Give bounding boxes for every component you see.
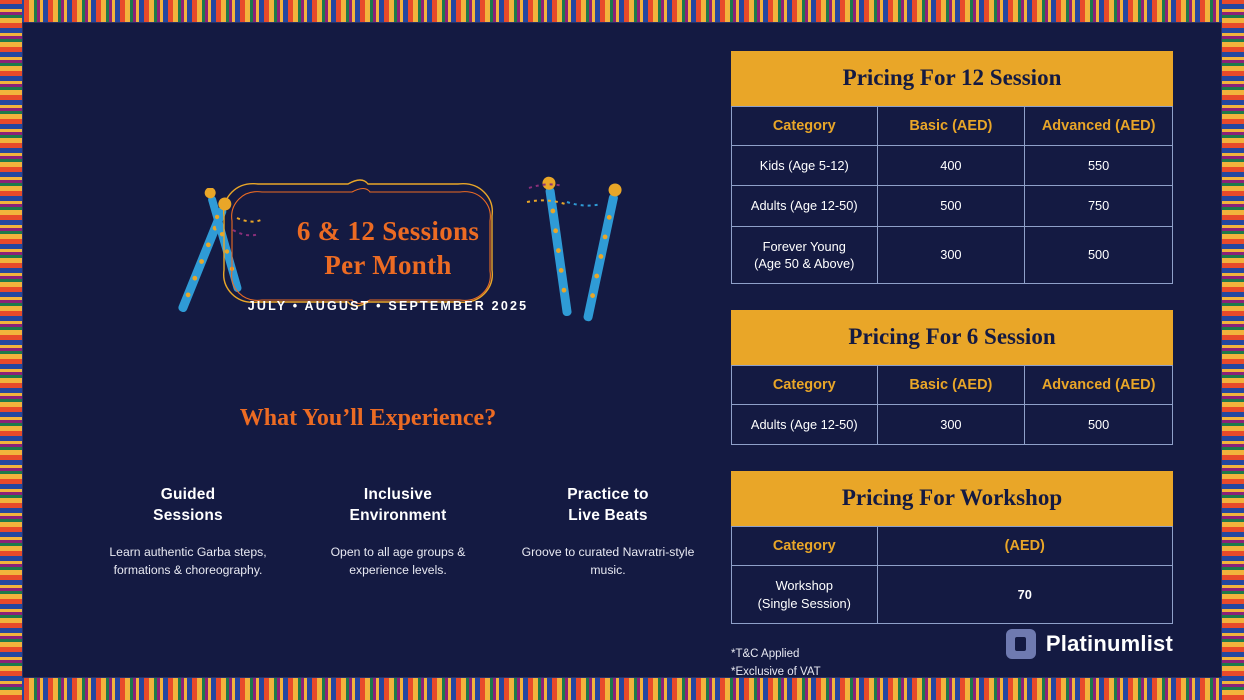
feature-title-line2: Live Beats — [568, 506, 648, 524]
feature-description: Open to all age groups & experience levels. — [330, 544, 466, 578]
cell-basic: 300 — [877, 405, 1025, 445]
cell-basic: 500 — [877, 186, 1025, 226]
cell-basic: 400 — [877, 146, 1025, 186]
pricing-table-workshop — [731, 471, 1173, 624]
table-row — [732, 226, 1173, 284]
feature-title-line1: Inclusive — [363, 486, 433, 503]
cell-category-line1: Forever Young — [762, 238, 846, 254]
footnote-tc: *T&C Applied — [731, 648, 800, 660]
poster-inner — [22, 22, 1222, 678]
feature-title-line2: Environment — [349, 506, 447, 524]
cell-price: 70 — [877, 566, 1172, 624]
feature-item — [518, 485, 698, 579]
feature-title-line1: Practice to — [567, 486, 649, 503]
column-header-category: Category — [732, 366, 878, 405]
cell-category: Adults (Age 12-50) — [732, 405, 878, 445]
hero-subtitle: JULY • AUGUST • SEPTEMBER 2025 — [247, 298, 529, 313]
pricing-table-heading: Pricing For 6 Session — [731, 310, 1173, 365]
cell-category: Adults (Age 12-50) — [732, 186, 878, 226]
footnote-vat: *Exclusive of VAT — [731, 666, 821, 678]
feature-item — [308, 485, 488, 579]
feature-list — [98, 485, 698, 579]
table-header-row — [732, 107, 1173, 146]
brand-name: Platinumlist — [1045, 631, 1173, 656]
feature-description: Groove to curated Navratri-style music. — [521, 544, 695, 578]
cell-advanced: 500 — [1025, 405, 1173, 445]
table-row — [732, 146, 1173, 186]
decorative-border-right — [1222, 0, 1244, 700]
pricing-table-heading: Pricing For 12 Session — [731, 51, 1173, 106]
feature-description: Learn authentic Garba steps, formations & choreography. — [109, 544, 267, 578]
hero-title-line2: Per Month — [324, 249, 452, 280]
decorative-border-left — [0, 0, 22, 700]
column-header-advanced: Advanced (AED) — [1025, 107, 1173, 146]
feature-title-line1: Guided — [160, 486, 216, 503]
column-header-basic: Basic (AED) — [877, 366, 1025, 405]
column-header-category: Category — [732, 527, 878, 566]
table-row — [732, 186, 1173, 226]
hero-text-block — [208, 215, 568, 313]
hero-banner — [153, 163, 623, 363]
cell-category-line2: (Age 50 & Above) — [754, 255, 855, 271]
cell-category — [732, 226, 878, 284]
pricing-table-heading: Pricing For Workshop — [731, 471, 1173, 526]
cell-category — [732, 566, 878, 624]
cell-category: Kids (Age 5-12) — [732, 146, 878, 186]
experience-heading: What You’ll Experience? — [239, 405, 497, 431]
column-header-aed: (AED) — [877, 527, 1172, 566]
column-header-advanced: Advanced (AED) — [1025, 366, 1173, 405]
pricing-table-12-session — [731, 51, 1173, 284]
cell-advanced: 550 — [1025, 146, 1173, 186]
feature-title-line2: Sessions — [153, 506, 223, 524]
feature-item — [98, 485, 278, 579]
table-header-row — [732, 527, 1173, 566]
table-row — [732, 405, 1173, 445]
cell-basic: 300 — [877, 226, 1025, 284]
cell-advanced: 750 — [1025, 186, 1173, 226]
left-column — [23, 23, 713, 677]
cell-category-line1: Workshop — [775, 578, 833, 594]
table-header-row — [732, 366, 1173, 405]
platinumlist-mark-icon — [1006, 629, 1036, 659]
pricing-tables — [731, 51, 1173, 650]
cell-advanced: 500 — [1025, 226, 1173, 284]
hero-title-line1: 6 & 12 Sessions — [296, 216, 480, 246]
column-header-category: Category — [732, 107, 878, 146]
table-row — [732, 566, 1173, 624]
pricing-table-6-session — [731, 310, 1173, 445]
cell-category-line2: (Single Session) — [757, 595, 851, 611]
brand-logo — [1006, 629, 1173, 659]
column-header-basic: Basic (AED) — [877, 107, 1025, 146]
